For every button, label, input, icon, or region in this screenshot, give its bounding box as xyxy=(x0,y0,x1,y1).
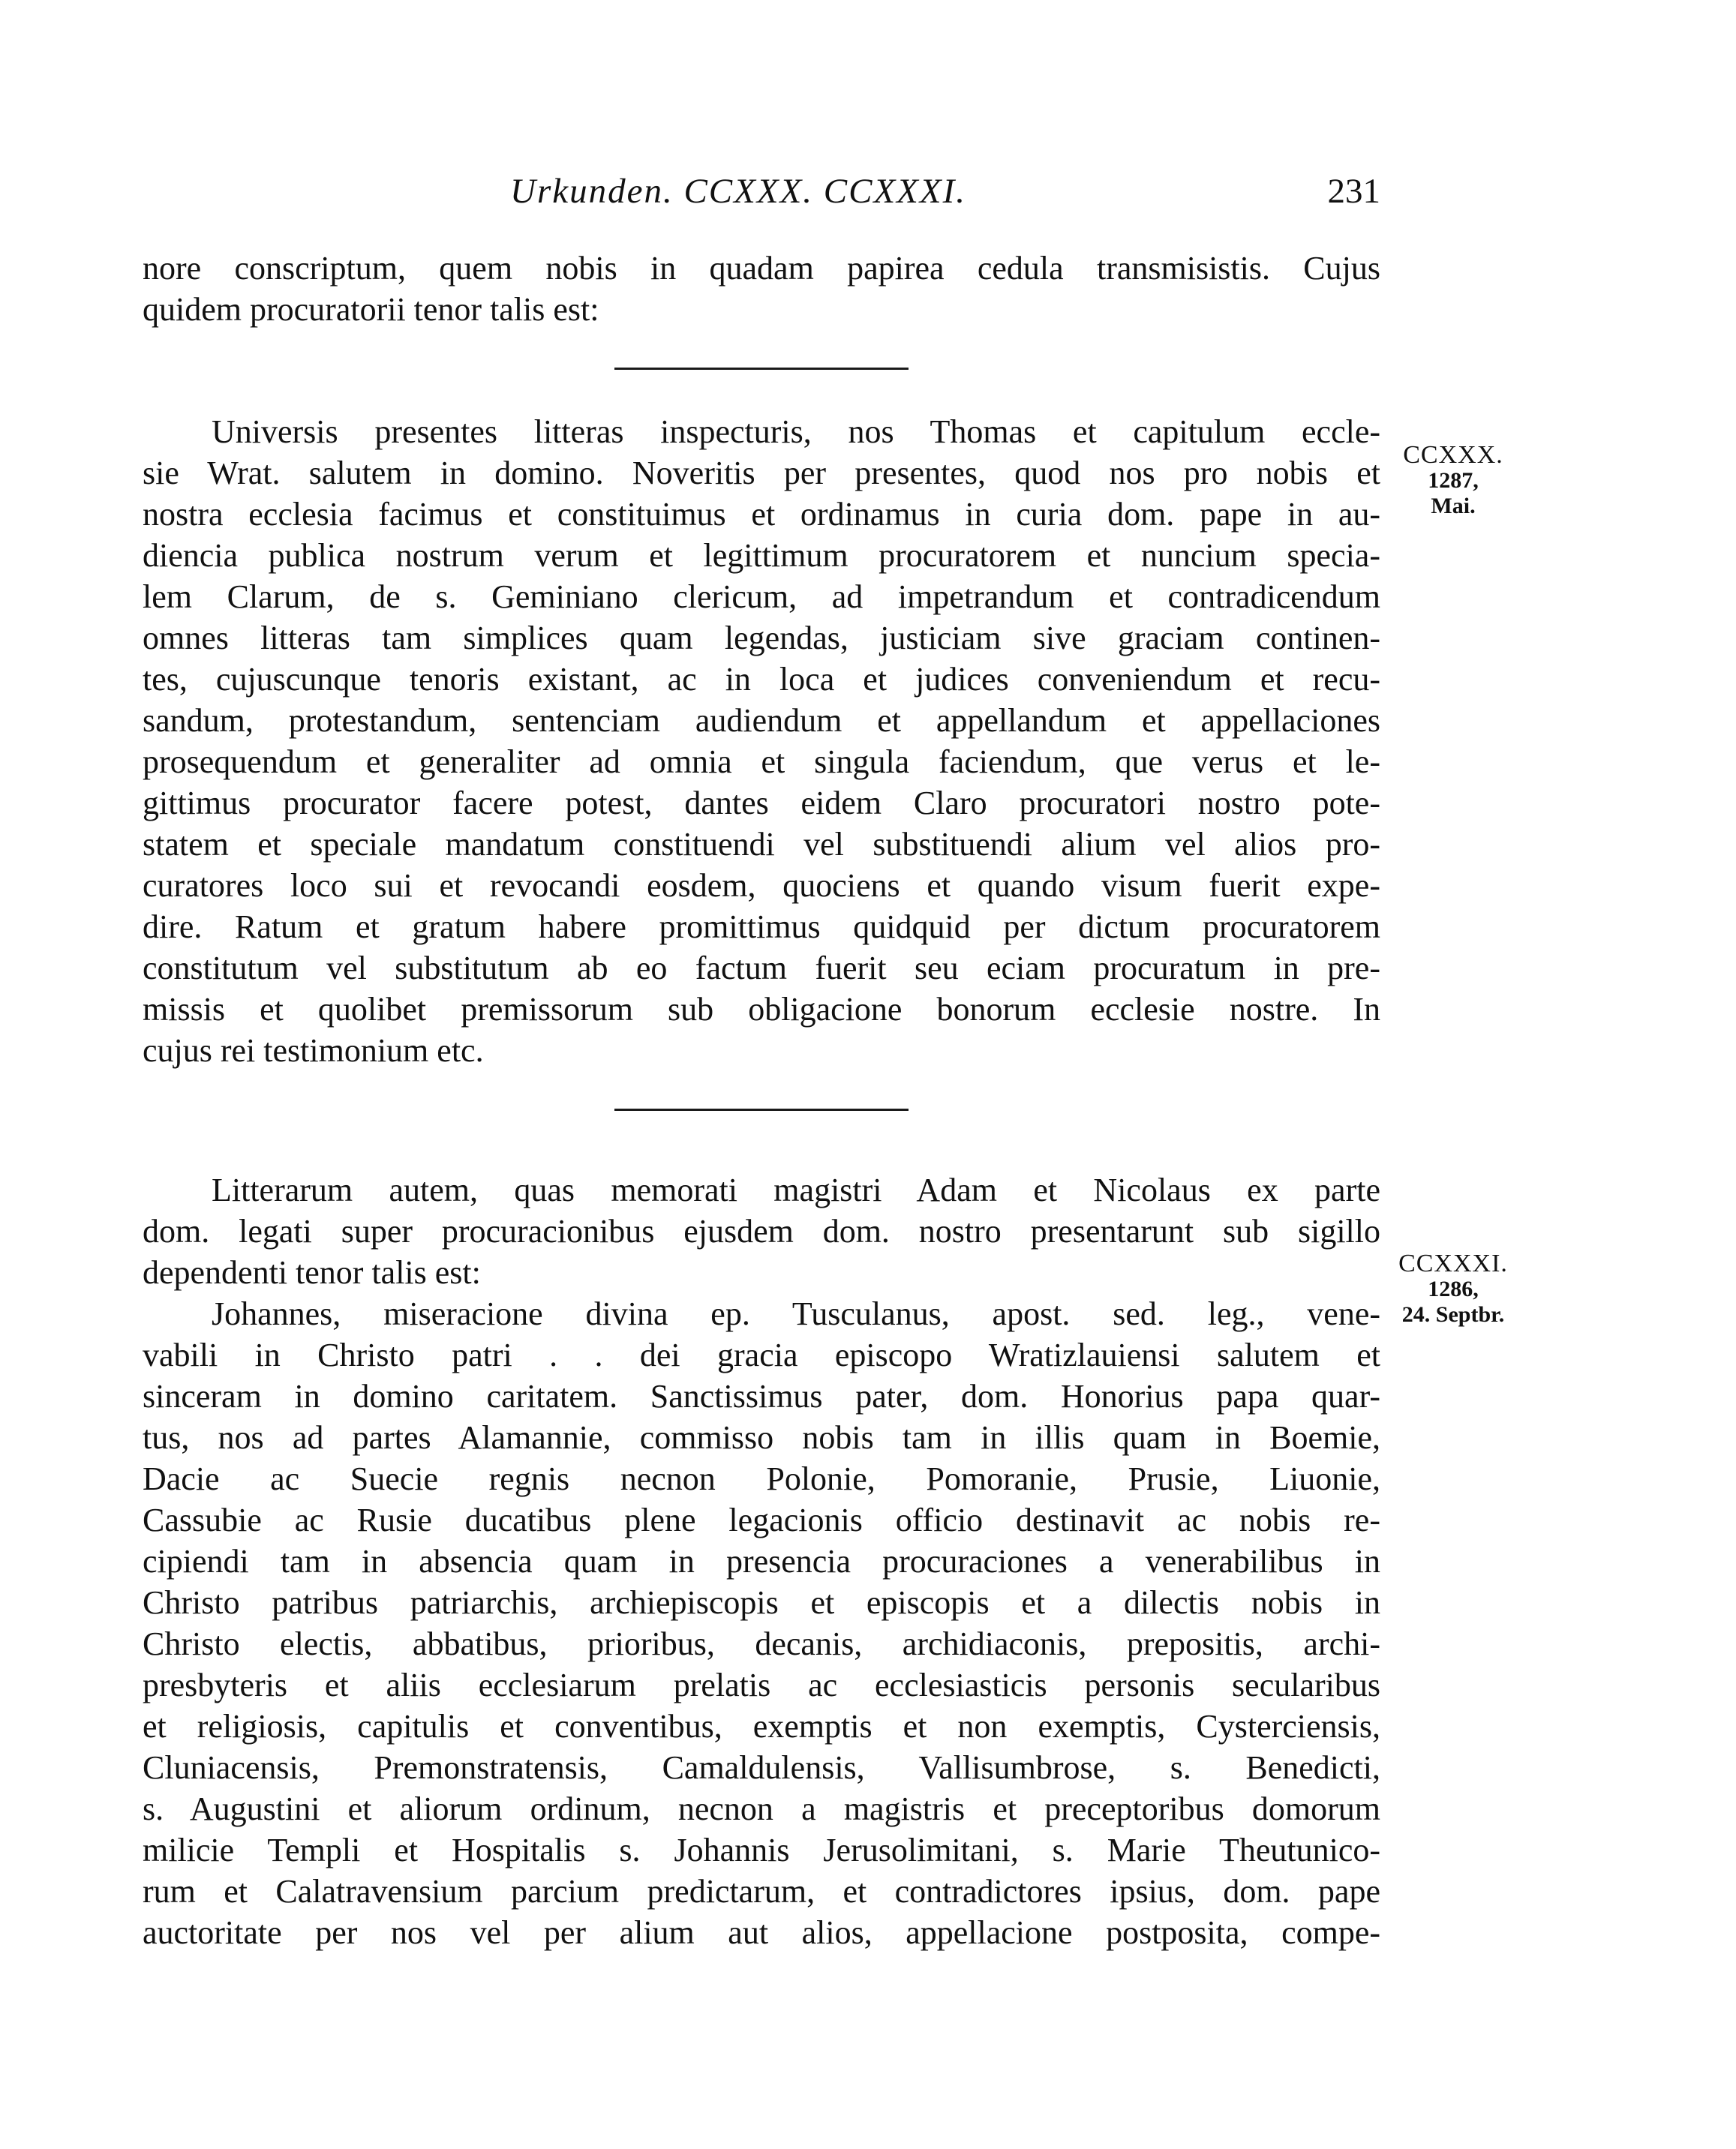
text-line: s. Augustini et aliorum ordinum, necnon a magistris et preceptoribus domorum xyxy=(143,1790,1380,1827)
section-divider xyxy=(614,368,909,370)
text-line: Cluniacensis, Premonstratensis, Camaldulensis, Vallisumbrose, s. Benedicti, xyxy=(143,1749,1380,1786)
document-ccxxx xyxy=(143,411,1380,1071)
text-line: lem Clarum, de s. Geminiano clericum, ad impetrandum et contradicendum xyxy=(143,578,1380,615)
text-line: sinceram in domino caritatem. Sanctissimus pater, dom. Honorius papa quar- xyxy=(143,1378,1380,1415)
text-line: rum et Calatravensium parcium predictarum, et contradictores ipsius, dom. pape xyxy=(143,1873,1380,1910)
margin-date: 24. Septbr. xyxy=(1401,1302,1505,1327)
text-line: milicie Templi et Hospitalis s. Johannis Jerusolimitani, s. Marie Theutunico- xyxy=(143,1832,1380,1868)
text-line: auctoritate per nos vel per alium aut alios, appellacione postposita, compe- xyxy=(143,1914,1380,1951)
text-line: prosequendum et generaliter ad omnia et singula faciendum, que verus et le- xyxy=(143,743,1380,780)
text-line: sie Wrat. salutem in domino. Noveritis per presentes, quod nos pro nobis et xyxy=(143,455,1380,491)
section-divider xyxy=(614,1109,909,1111)
text-line: curatores loco sui et revocandi eosdem, quociens et quando visum fuerit expe- xyxy=(143,867,1380,904)
page-body xyxy=(143,248,1380,1953)
text-line: tes, cujuscunque tenoris existant, ac in loca et judices conveniendum et recu- xyxy=(143,661,1380,698)
margin-year: 1286, xyxy=(1428,1277,1479,1301)
text-line: Christo patribus patriarchis, archiepiscopis et episcopis et a dilectis nobis in xyxy=(143,1584,1380,1621)
text-line: omnes litteras tam simplices quam legendas, justiciam sive graciam continen- xyxy=(143,620,1380,656)
text-line: vabili in Christo patri . . dei gracia episcopo Wratizlauiensi salutem et xyxy=(143,1337,1380,1373)
text-line: nostra ecclesia facimus et constituimus et ordinamus in curia dom. pape in au- xyxy=(143,496,1380,533)
text-line: dire. Ratum et gratum habere promittimus quidquid per dictum procuratorem xyxy=(143,908,1380,945)
margin-date: Mai. xyxy=(1431,494,1476,518)
text-line: cipiendi tam in absencia quam in presencia procuraciones a venerabilibus in xyxy=(143,1543,1380,1580)
text-line: quidem procuratorii tenor talis est: xyxy=(143,291,599,328)
text-line: dependenti tenor talis est: xyxy=(143,1254,481,1291)
text-line: constitutum vel substitutum ab eo factum fuerit seu eciam procuratum in pre- xyxy=(143,950,1380,986)
text-line: Universis presentes litteras inspecturis, nos Thomas et capitulum eccle- xyxy=(212,413,1380,450)
text-line: et religiosis, capitulis et conventibus, exemptis et non exemptis, Cysterciensis, xyxy=(143,1708,1380,1745)
margin-note-ccxxx xyxy=(1397,443,1509,519)
margin-document-number: CCXXXI. xyxy=(1398,1250,1508,1277)
document-ccxxxi xyxy=(143,1293,1380,1953)
text-line: cujus rei testimonium etc. xyxy=(143,1032,484,1069)
text-line: Christo electis, abbatibus, prioribus, decanis, archidiaconis, prepositis, archi- xyxy=(143,1625,1380,1662)
margin-year: 1287, xyxy=(1428,468,1479,493)
text-line: Johannes, miseracione divina ep. Tusculanus, apost. sed. leg., vene- xyxy=(212,1295,1380,1332)
text-line: gittimus procurator facere potest, dantes eidem Claro procuratori nostro pote- xyxy=(143,785,1380,821)
text-line: missis et quolibet premissorum sub obligacione bonorum ecclesie nostre. In xyxy=(143,991,1380,1028)
text-line: statem et speciale mandatum constituendi vel substituendi alium vel alios pro- xyxy=(143,826,1380,863)
page-header xyxy=(143,171,1380,224)
text-line: diencia publica nostrum verum et legittimum procuratorem et nuncium specia- xyxy=(143,537,1380,574)
text-line: tus, nos ad partes Alamannie, commisso nobis tam in illis quam in Boemie, xyxy=(143,1419,1380,1456)
margin-document-number: CCXXX. xyxy=(1403,441,1503,469)
margin-note-ccxxxi xyxy=(1397,1251,1509,1328)
text-line: Litterarum autem, quas memorati magistri Adam et Nicolaus ex parte xyxy=(212,1172,1380,1208)
text-line: presbyteris et aliis ecclesiarum prelatis ac ecclesiasticis personis secularibus xyxy=(143,1667,1380,1703)
text-line: Cassubie ac Rusie ducatibus plene legacionis officio destinavit ac nobis re- xyxy=(143,1502,1380,1538)
running-title: Urkunden. CCXXX. CCXXXI. xyxy=(510,172,967,211)
text-line: dom. legati super procuracionibus ejusdem dom. nostro presentarunt sub sigillo xyxy=(143,1213,1380,1250)
transition-paragraph xyxy=(143,1169,1380,1293)
text-line: nore conscriptum, quem nobis in quadam papirea cedula transmisistis. Cujus xyxy=(143,250,1380,287)
text-line: sandum, protestandum, sentenciam audiendum et appellandum et appellaciones xyxy=(143,702,1380,739)
page-number: 231 xyxy=(1327,172,1380,211)
text-line: Dacie ac Suecie regnis necnon Polonie, Pomoranie, Prusie, Liuonie, xyxy=(143,1460,1380,1497)
